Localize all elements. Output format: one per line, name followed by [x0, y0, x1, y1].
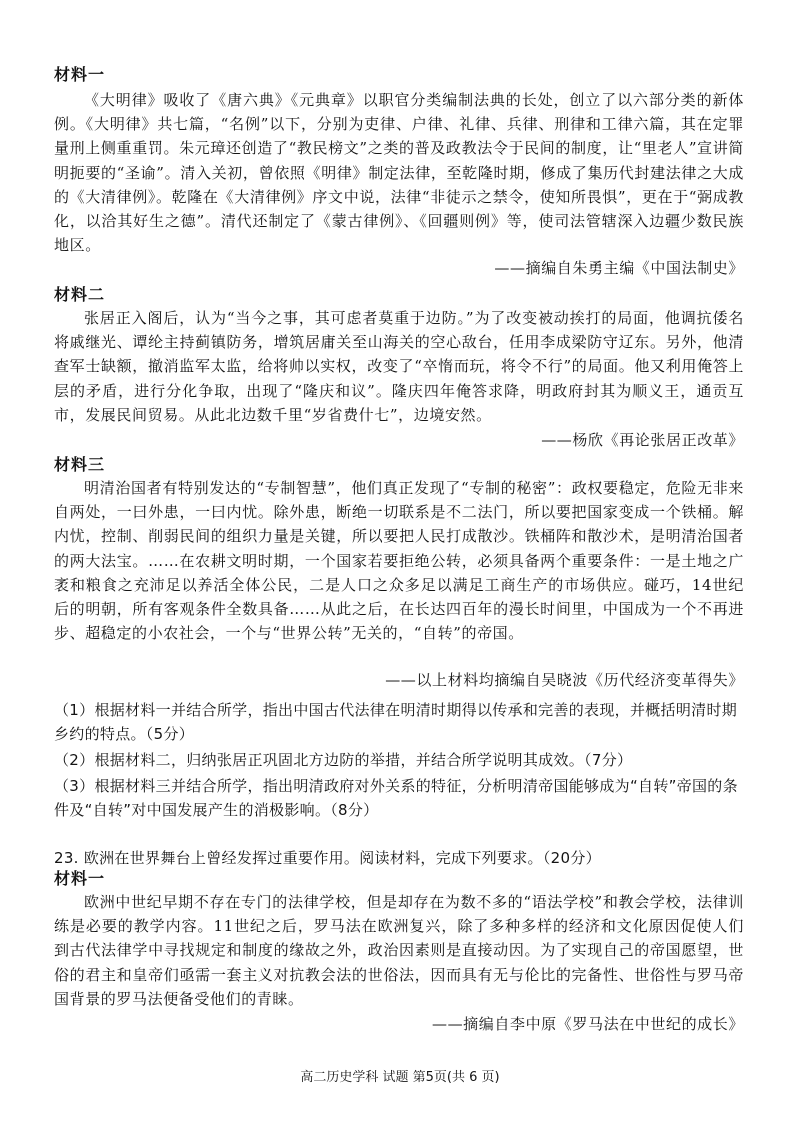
material-3-text: 明清治国者有特别发达的“专制智慧”，他们真正发现了“专制的秘密”：政权要稳定，危险无非来自两处，一曰外患，一曰内忧。除外患，断绝一切联系是不二法门，所以要把国家变成一个铁桶。解内忧，控制、削弱民间的组织力量是关键，所以要把人民打成散沙。铁桶阵和散沙术，是明清治国者的两大法宝。……在农耕文明时期，一个国家若要拒绝公转，必须具备两个重要条件：一是土地之广袤和粮食之充沛足以养活全体公民，二是人口之众多足以满足工商生产的市场供应。碰巧，14世纪后的明朝，所有客观条件全数具备……从此之后，在长达四百年的漫长时间里，中国成为一个不再进步、超稳定的小农社会，一个与“世界公转”无关的，“自转”的帝国。 [54, 479, 744, 643]
question-23-title: 23. 欧洲在世界舞台上曾经发挥过重要作用。阅读材料，完成下列要求。（20分） [54, 849, 601, 867]
material-2-heading: 材料二 [54, 285, 106, 304]
question-list [54, 698, 744, 822]
material-1-heading: 材料一 [54, 65, 106, 84]
page-footer: 高二历史学科 试题 第5页(共 6 页) [300, 1070, 500, 1085]
material-1-source: ——摘编自朱勇主编《中国法制史》 [494, 259, 744, 277]
question-2: （2）根据材料二，归纳张居正巩固北方边防的举措，并结合所学说明其成效。（7分） [54, 751, 633, 769]
material-23-1-heading: 材料一 [54, 869, 106, 888]
material-3-heading: 材料三 [54, 455, 106, 474]
material-23-1-text: 欧洲中世纪早期不存在专门的法律学校，但是却存在为数不多的“语法学校”和教会学校，法律训练是必要的教学内容。11世纪之后，罗马法在欧洲复兴，除了多种多样的经济和文化原因促使人们到古代法律学中寻找规定和制度的缘故之外，政治因素则是直接动因。为了实现自己的帝国愿望，世俗的君主和皇帝们亟需一套主义对抗教会法的世俗法，因而具有无与伦比的完备性、世俗性与罗马帝国背景的罗马法便备受他们的青睐。 [54, 893, 744, 1008]
material-1-text: 《大明律》吸收了《唐六典》《元典章》以职官分类编制法典的长处，创立了以六部分类的新体例。《大明律》共七篇，“名例”以下，分别为吏律、户律、礼律、兵律、刑律和工律六篇，其在定罪量刑上侧重重罚。朱元璋还创造了“教民榜文”之类的普及政教法令于民间的制度，让“里老人”宣讲简明扼要的“圣谕”。清入关初，曾依照《明律》制定法律，至乾隆时期，修成了集历代封建法律之大成的《大清律例》。乾隆在《大清律例》序文中说，法律“非徒示之禁令，使知所畏惧”，更在于“弼成教化，以洽其好生之德”。清代还制定了《蒙古律例》、《回疆则例》等，使司法管辖深入边疆少数民族地区。 [54, 91, 744, 255]
material-2-source: ——杨欣《再论张居正改革》 [541, 431, 744, 449]
material-23-1-source: ——摘编自李中原《罗马法在中世纪的成长》 [431, 1015, 744, 1033]
question-1: （1）根据材料一并结合所学，指出中国古代法律在明清时期得以传承和完善的表现，并概括明清时期乡约的特点。（5分） [54, 701, 738, 743]
material-2-text: 张居正入阁后，认为“当今之事，其可虑者莫重于边防。”为了改变被动挨打的局面，他调抗倭名将戚继光、谭纶主持蓟镇防务，增筑居庸关至山海关的空心敌台，任用李成梁防守辽东。另外，他清查军士缺额，撤消监军太监，给将帅以实权，改变了“卒惰而玩，将令不行”的局面。他又利用俺答上层的矛盾，进行分化争取，出现了“隆庆和议”。隆庆四年俺答求降，明政府封其为顺义王，通贡互市，发展民间贸易。从此北边数千里“岁省费什七”，边境安然。 [54, 309, 744, 424]
material-3-source: ——以上材料均摘编自吴晓波《历代经济变革得失》 [385, 671, 744, 689]
question-3: （3）根据材料三并结合所学，指出明清政府对外关系的特征，分析明清帝国能够成为“自转”帝国的条件及“自转”对中国发展产生的消极影响。（8分） [54, 777, 738, 819]
